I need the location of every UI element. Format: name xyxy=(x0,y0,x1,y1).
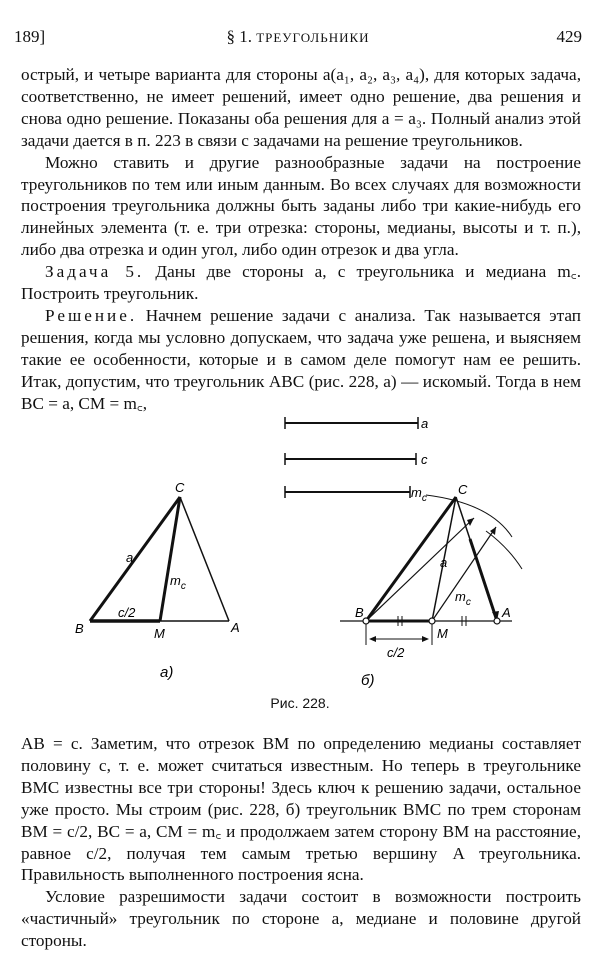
given-segments xyxy=(285,417,418,498)
task-paragraph xyxy=(21,261,581,305)
right-vertex-a: A xyxy=(502,605,511,620)
page-number: 429 xyxy=(556,27,582,46)
left-label-a: a xyxy=(126,550,134,565)
right-label-a: a xyxy=(440,555,448,570)
chapter-title: ТРЕУГОЛЬНИКИ xyxy=(256,30,370,45)
side-ca xyxy=(180,497,229,621)
right-vertex-b: B xyxy=(355,605,364,620)
left-label-mc: $m_c$ xyxy=(170,573,186,592)
task-text: Даны две стороны a, c треугольника и медиана m꜀. Построить треугольник. xyxy=(21,262,581,304)
figure-caption: Рис. 228. xyxy=(270,695,330,711)
side-bc xyxy=(90,497,180,621)
page-header xyxy=(14,27,582,51)
section-number: § 1. xyxy=(226,27,252,46)
arc-mc xyxy=(486,531,522,569)
paragraph-number: 189] xyxy=(14,27,46,46)
left-vertex-c: C xyxy=(175,480,185,495)
vector-bc xyxy=(366,518,474,621)
label-seg-c: c xyxy=(421,452,428,467)
paragraph: острый, и четыре варианта для стороны a(a₁, a₂, a₃, a₄), для которых задача, соответственно, не имеет решений, имеет одно решение, два решения и снова одно решение. Показаны оба решения для a = a₃. Полный анализ этой задачи дается в п. 223 в связи с задачами на решение треугольников. xyxy=(21,65,581,150)
task-label: Задача 5. xyxy=(45,262,145,282)
text-block-top xyxy=(21,64,581,415)
label-seg-m: $m_c$ xyxy=(411,485,427,504)
paragraph: Условие разрешимости задачи состоит в возможности построить «частичный» треугольник по стороне a, медиане и половине другой стороны. xyxy=(21,887,581,951)
right-label-mc: $m_c$ xyxy=(455,589,471,608)
right-vertex-c: C xyxy=(458,482,468,497)
left-triangle xyxy=(90,497,229,621)
right-label-c2: c/2 xyxy=(387,645,405,660)
paragraph: AB = c. Заметим, что отрезок BM по определению медианы составляет половину c, т. е. может считаться известным. Но теперь в треугольнике BMC известны все три стороны! Здесь ключ к решению задачи, остальное уже просто. Мы строим (рис. 228, б) треугольник BMC по трем сторонам BM = c/2, BC = a, CM = m꜀ и продолжаем затем сторону BM на расстояние, равное c/2, получая тем самым третью вершину A треугольника. Правильность выполненного построения ясна. xyxy=(21,734,581,885)
solution-paragraph xyxy=(21,305,581,415)
paragraph: Можно ставить и другие разнообразные задачи на построение треугольников по тем или иным данным. Во всех случаях для возможности построения треугольника должны быть заданы либо три какие-нибудь его линейных элемента (т. е. три отрезка: стороны, медианы, высоты и т. п.), либо два отрезка и один угол, либо один отрезок и два угла. xyxy=(21,152,581,260)
left-vertex-b: B xyxy=(75,621,84,636)
right-point-m: M xyxy=(437,626,448,641)
label-seg-a: a xyxy=(421,416,429,431)
text-block-bottom xyxy=(21,733,581,952)
arc-a xyxy=(426,495,512,537)
figure-drawing xyxy=(0,405,600,715)
right-sublabel: б) xyxy=(361,672,375,689)
left-sublabel: a) xyxy=(160,664,174,681)
solution-text: Начнем решение задачи с анализа. Так называется этап решения, когда мы условно допускаем, что задача уже решена, и выясняем такие ее особенности, которые и в самом деле помогут нам ее решить. Итак, допустим, что треугольник ABC (рис. 228, a) — искомый. Тогда в нем BC = a, CM = m꜀, xyxy=(21,305,582,413)
side-ca-bold xyxy=(470,539,497,621)
left-point-m: M xyxy=(154,626,165,641)
median-cm xyxy=(160,497,180,621)
left-vertex-a: A xyxy=(231,620,240,635)
left-label-c2: c/2 xyxy=(118,605,136,620)
figure-228 xyxy=(0,405,600,715)
solution-label: Решение. xyxy=(45,305,138,325)
running-title xyxy=(14,27,582,47)
